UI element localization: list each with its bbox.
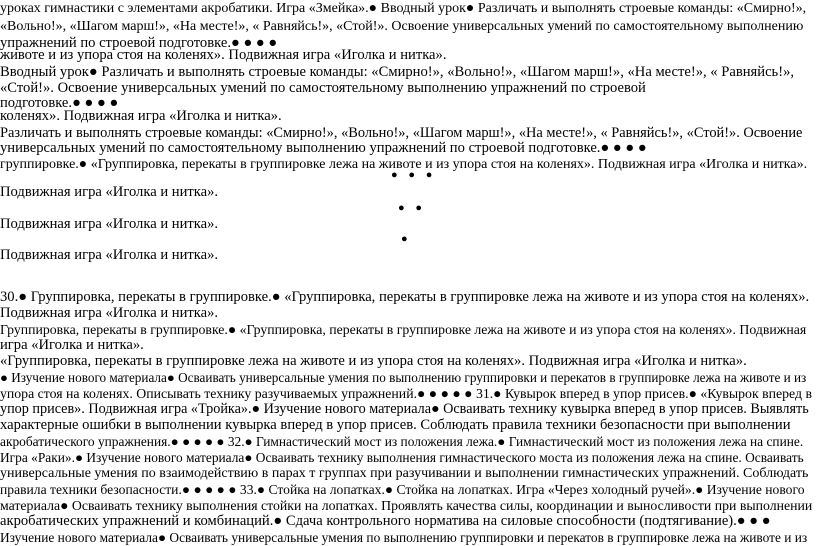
text-line: Игра «Раки».● Изучение нового материала● Осваивать технику выполнения гимнастического моста из положения лежа на спине. Осваивать: [0, 450, 804, 465]
text-line: упора стоя на коленях. Описывать технику разучиваемых упражнений.● ● ● ● ● 31.● Кувырок вперед в упор присев.● «Кувырок вперед в: [0, 386, 812, 401]
text-line: ● Изучение нового материала● Осваивать универсальные умения по выполнению группировки и перекатов в группировке лежа на животе и из: [0, 370, 807, 385]
text-line: Изучение нового материала● Осваивать универсальные умения по выполнению группировки и перекатов в группировке лежа на животе и из: [0, 530, 808, 545]
text-line: «Стой!». Освоение универсальных умений по самостоятельному выполнению упражнений по строевой: [0, 80, 646, 96]
text-line: коленях». Подвижная игра «Иголка и нитка».: [0, 108, 282, 124]
text-line: упражнений по строевой подготовке.● ● ● ●: [0, 35, 278, 51]
text-line: 30.● Группировка, перекаты в группировке.● «Группировка, перекаты в группировке лежа на животе и из упора стоя на коленях».: [0, 289, 810, 305]
text-line: Группировка, перекаты в группировке.● «Группировка, перекаты в группировке лежа на животе и из упора стоя на коленях». Подвижная: [0, 322, 807, 337]
text-line: характерные ошибки в выполнении кувырка вперед в упор присев. Соблюдать правила техники безопасности при выполнении: [0, 417, 791, 433]
text-line: упор присев». Подвижная игра «Тройка».● Изучение нового материала● Осваивать технику кувырка вперед в упор присев. Выявлять: [0, 401, 809, 417]
bullet-dots: ● ● ●: [391, 169, 437, 181]
text-line: группировке.● «Группировка, перекаты в группировке лежа на животе и из упора стоя на коленях». Подвижная игра «Иголка и нитка».: [0, 157, 808, 172]
bullet-dots: ●: [401, 233, 412, 245]
text-line: универсальные умения по взаимодействию в парах т группах при разучивании и выполнении гимнастических упражнений. Соблюдать: [0, 466, 809, 481]
text-line: подготовке.● ● ● ●: [0, 95, 119, 111]
text-line: Подвижная игра «Иголка и нитка».: [0, 216, 219, 232]
bullet-dots: ● ●: [398, 202, 427, 214]
text-line: универсальных умений по самостоятельному выполнению упражнений по строевой подготовке.● ● ● ●: [0, 140, 647, 156]
text-line: животе и из упора стоя на коленях». Подвижная игра «Иголка и нитка».: [0, 47, 447, 63]
text-line: Вводный урок● Различать и выполнять строевые команды: «Смирно!», «Вольно!», «Шагом марш!», «На месте!», « Равняйсь!»,: [0, 64, 795, 80]
text-line: Подвижная игра «Иголка и нитка».: [0, 184, 219, 200]
text-line: Подвижная игра «Иголка и нитка».: [0, 247, 219, 263]
text-line: правила техники безопасности.● ● ● ● ● 33.● Стойка на лопатках.● Стойка на лопатках. Игра «Через холодный ручей».● Изучение нового: [0, 482, 805, 497]
text-line: материала● Осваивать технику выполнения стойки на лопатках. Проявлять качества силы, координации и выносливости при выполнении: [0, 498, 813, 513]
text-line: «Вольно!», «Шагом марш!», «На месте!», « Равняйсь!», «Стой!». Освоение универсальных умений по самостоятельному выполнению: [0, 19, 804, 34]
text-line: акробатического упражнения.● ● ● ● ● 32.● Гимнастический мост из положения лежа.● Гимнастический мост из положения лежа на спине.: [0, 434, 804, 449]
text-line: Различать и выполнять строевые команды: «Смирно!», «Вольно!», «Шагом марш!», «На месте!», « Равняйсь!», «Стой!». Освоение: [0, 125, 803, 141]
text-line: игра «Иголка и нитка».: [0, 337, 144, 353]
text-line: акробатических упражнений и комбинаций.● Сдача контрольного норматива на силовые способности (подтягивание).● ● ●: [0, 513, 771, 529]
text-line: «Группировка, перекаты в группировке лежа на животе и из упора стоя на коленях». Подвижная игра «Иголка и нитка».: [0, 353, 747, 369]
text-line: уроках гимнастики с элементами акробатики. Игра «Змейка».● Вводный урок● Различать и выполнять строевые команды: «Смирно!»,: [0, 1, 807, 16]
text-line: Подвижная игра «Иголка и нитка».: [0, 305, 219, 321]
